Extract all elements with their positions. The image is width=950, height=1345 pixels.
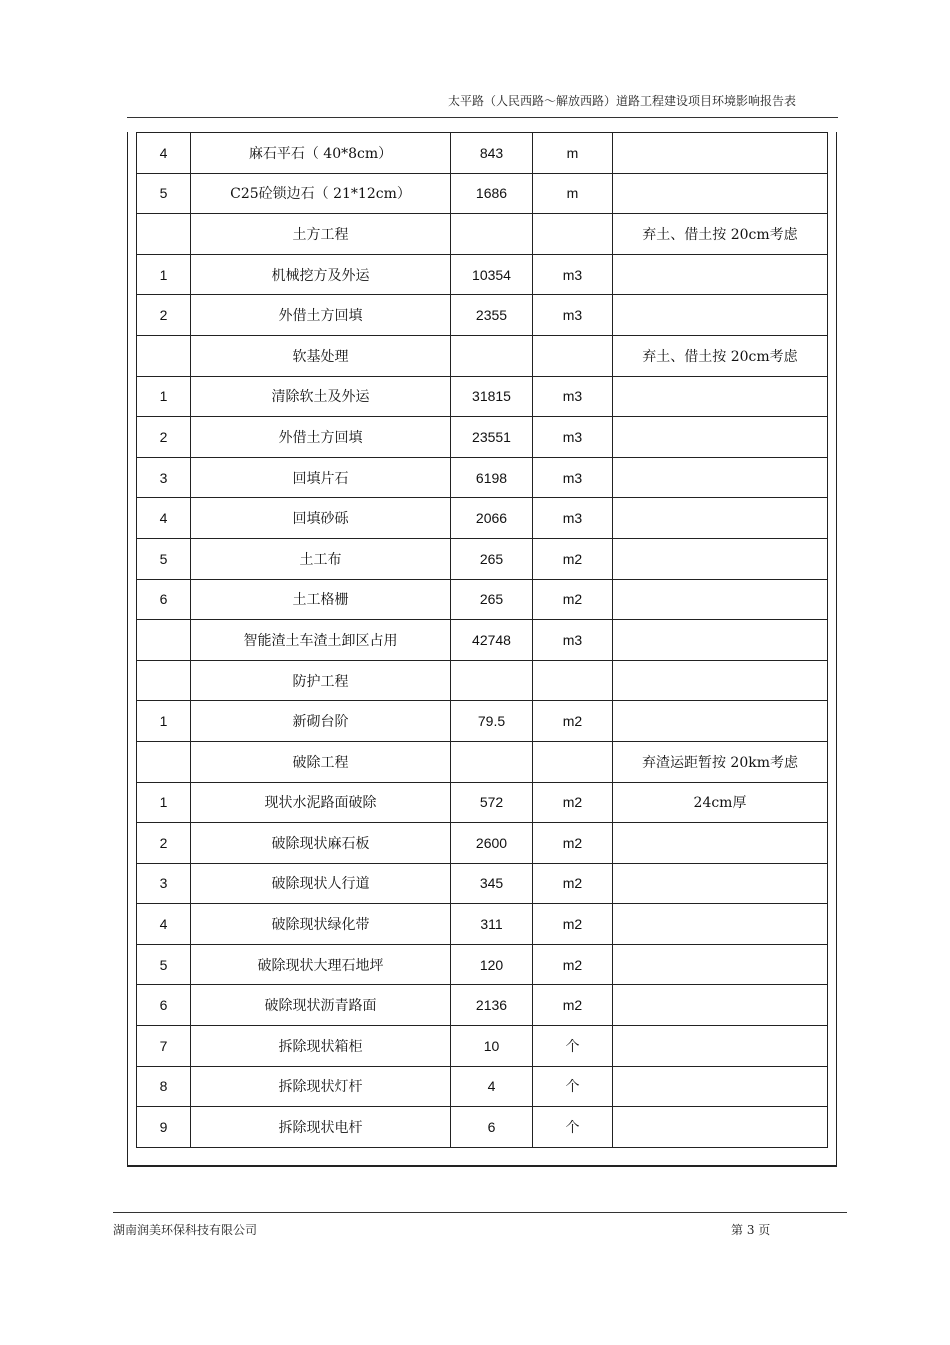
table-row <box>137 863 828 904</box>
unit-cell: m3 <box>533 295 613 336</box>
table-row <box>137 944 828 985</box>
row-index-cell: 6 <box>137 985 191 1026</box>
unit-cell: m3 <box>533 457 613 498</box>
unit-cell <box>533 214 613 255</box>
remark-cell <box>613 1066 828 1107</box>
item-name-cell: 现状水泥路面破除 <box>191 782 451 823</box>
item-name-cell: 破除现状大理石地坪 <box>191 944 451 985</box>
remark-cell <box>613 133 828 174</box>
table-row <box>137 376 828 417</box>
remark-cell <box>613 498 828 539</box>
row-index-cell: 9 <box>137 1107 191 1148</box>
header-divider <box>127 117 838 118</box>
item-name-cell: 防护工程 <box>191 660 451 701</box>
footer-divider <box>113 1212 847 1213</box>
unit-cell: m3 <box>533 498 613 539</box>
item-name-cell: 土工布 <box>191 538 451 579</box>
remark-cell <box>613 579 828 620</box>
remark-cell <box>613 295 828 336</box>
item-name-cell: 破除现状绿化带 <box>191 904 451 945</box>
row-index-cell <box>137 335 191 376</box>
unit-cell <box>533 660 613 701</box>
remark-cell <box>613 660 828 701</box>
quantity-cell: 4 <box>451 1066 533 1107</box>
remark-cell <box>613 376 828 417</box>
unit-cell: m2 <box>533 782 613 823</box>
remark-cell <box>613 620 828 661</box>
remark-cell <box>613 944 828 985</box>
item-name-cell: 土工格栅 <box>191 579 451 620</box>
table-row <box>137 295 828 336</box>
quantity-cell: 31815 <box>451 376 533 417</box>
row-index-cell: 8 <box>137 1066 191 1107</box>
quantity-cell: 2600 <box>451 823 533 864</box>
remark-cell <box>613 701 828 742</box>
unit-cell: m <box>533 133 613 174</box>
item-name-cell: 软基处理 <box>191 335 451 376</box>
quantity-cell <box>451 335 533 376</box>
row-index-cell: 1 <box>137 376 191 417</box>
remark-cell <box>613 1026 828 1067</box>
table-row <box>137 498 828 539</box>
table-row <box>137 133 828 174</box>
remark-cell <box>613 254 828 295</box>
row-index-cell: 3 <box>137 863 191 904</box>
row-index-cell <box>137 214 191 255</box>
item-name-cell: 机械挖方及外运 <box>191 254 451 295</box>
unit-cell: m2 <box>533 985 613 1026</box>
item-name-cell: 智能渣土车渣土卸区占用 <box>191 620 451 661</box>
table-row <box>137 1026 828 1067</box>
unit-cell <box>533 335 613 376</box>
row-index-cell: 1 <box>137 782 191 823</box>
table-row <box>137 538 828 579</box>
remark-cell <box>613 863 828 904</box>
footer-page-number: 第 3 页 <box>731 1223 771 1237</box>
row-index-cell: 4 <box>137 133 191 174</box>
item-name-cell: 新砌台阶 <box>191 701 451 742</box>
remark-cell <box>613 1107 828 1148</box>
table-row <box>137 660 828 701</box>
quantity-cell: 843 <box>451 133 533 174</box>
footer-company: 湖南润美环保科技有限公司 <box>113 1223 258 1237</box>
quantity-cell: 2066 <box>451 498 533 539</box>
item-name-cell: 拆除现状电杆 <box>191 1107 451 1148</box>
item-name-cell: 清除软土及外运 <box>191 376 451 417</box>
unit-cell: m2 <box>533 701 613 742</box>
remark-cell <box>613 173 828 214</box>
unit-cell <box>533 741 613 782</box>
unit-cell: m2 <box>533 538 613 579</box>
unit-cell: m2 <box>533 944 613 985</box>
row-index-cell: 1 <box>137 701 191 742</box>
quantity-cell: 572 <box>451 782 533 823</box>
row-index-cell: 2 <box>137 823 191 864</box>
table-row <box>137 782 828 823</box>
remark-cell <box>613 823 828 864</box>
unit-cell: 个 <box>533 1066 613 1107</box>
row-index-cell: 2 <box>137 295 191 336</box>
remark-cell: 24cm厚 <box>613 782 828 823</box>
quantity-cell: 265 <box>451 538 533 579</box>
unit-cell: m2 <box>533 863 613 904</box>
row-index-cell: 3 <box>137 457 191 498</box>
remark-cell: 弃土、借土按 20cm考虑 <box>613 214 828 255</box>
unit-cell: m2 <box>533 904 613 945</box>
table-row <box>137 1066 828 1107</box>
row-index-cell: 5 <box>137 173 191 214</box>
row-index-cell <box>137 741 191 782</box>
item-name-cell: 破除现状麻石板 <box>191 823 451 864</box>
remark-cell <box>613 985 828 1026</box>
item-name-cell: 回填片石 <box>191 457 451 498</box>
quantity-cell: 2355 <box>451 295 533 336</box>
unit-cell: m3 <box>533 417 613 458</box>
item-name-cell: 外借土方回填 <box>191 295 451 336</box>
quantity-table <box>136 132 828 1148</box>
quantity-cell <box>451 214 533 255</box>
remark-cell <box>613 417 828 458</box>
quantity-cell: 120 <box>451 944 533 985</box>
row-index-cell: 6 <box>137 579 191 620</box>
row-index-cell: 2 <box>137 417 191 458</box>
table-row <box>137 1107 828 1148</box>
remark-cell <box>613 538 828 579</box>
unit-cell: m3 <box>533 376 613 417</box>
unit-cell: m <box>533 173 613 214</box>
quantity-cell: 1686 <box>451 173 533 214</box>
unit-cell: m3 <box>533 254 613 295</box>
quantity-cell <box>451 660 533 701</box>
quantity-cell: 10354 <box>451 254 533 295</box>
quantity-cell: 6 <box>451 1107 533 1148</box>
row-index-cell: 5 <box>137 944 191 985</box>
row-index-cell <box>137 660 191 701</box>
table-row <box>137 823 828 864</box>
unit-cell: m2 <box>533 823 613 864</box>
quantity-cell: 10 <box>451 1026 533 1067</box>
remark-cell: 弃土、借土按 20cm考虑 <box>613 335 828 376</box>
item-name-cell: 外借土方回填 <box>191 417 451 458</box>
item-name-cell: C25砼锁边石（ 21*12cm） <box>191 173 451 214</box>
row-index-cell: 4 <box>137 904 191 945</box>
remark-cell <box>613 904 828 945</box>
quantity-cell: 2136 <box>451 985 533 1026</box>
table-row <box>137 701 828 742</box>
unit-cell: m2 <box>533 579 613 620</box>
quantity-cell: 23551 <box>451 417 533 458</box>
item-name-cell: 回填砂砾 <box>191 498 451 539</box>
quantity-cell: 265 <box>451 579 533 620</box>
table-row <box>137 579 828 620</box>
quantity-cell: 6198 <box>451 457 533 498</box>
row-index-cell: 1 <box>137 254 191 295</box>
item-name-cell: 破除工程 <box>191 741 451 782</box>
table-row <box>137 254 828 295</box>
table-row <box>137 620 828 661</box>
remark-cell <box>613 457 828 498</box>
table-row <box>137 335 828 376</box>
row-index-cell: 4 <box>137 498 191 539</box>
item-name-cell: 拆除现状箱柜 <box>191 1026 451 1067</box>
item-name-cell: 麻石平石（ 40*8cm） <box>191 133 451 174</box>
table-row <box>137 173 828 214</box>
quantity-cell: 79.5 <box>451 701 533 742</box>
item-name-cell: 土方工程 <box>191 214 451 255</box>
unit-cell: m3 <box>533 620 613 661</box>
table-row <box>137 214 828 255</box>
table-row <box>137 417 828 458</box>
item-name-cell: 破除现状沥青路面 <box>191 985 451 1026</box>
page-header-title: 太平路（人民西路～解放西路）道路工程建设项目环境影响报告表 <box>447 94 796 108</box>
quantity-cell: 311 <box>451 904 533 945</box>
remark-cell: 弃渣运距暂按 20km考虑 <box>613 741 828 782</box>
unit-cell: 个 <box>533 1026 613 1067</box>
table-row <box>137 985 828 1026</box>
table-row <box>137 741 828 782</box>
item-name-cell: 拆除现状灯杆 <box>191 1066 451 1107</box>
quantity-cell: 345 <box>451 863 533 904</box>
row-index-cell <box>137 620 191 661</box>
quantity-cell: 42748 <box>451 620 533 661</box>
quantity-cell <box>451 741 533 782</box>
table-row <box>137 904 828 945</box>
item-name-cell: 破除现状人行道 <box>191 863 451 904</box>
unit-cell: 个 <box>533 1107 613 1148</box>
row-index-cell: 7 <box>137 1026 191 1067</box>
table-row <box>137 457 828 498</box>
row-index-cell: 5 <box>137 538 191 579</box>
